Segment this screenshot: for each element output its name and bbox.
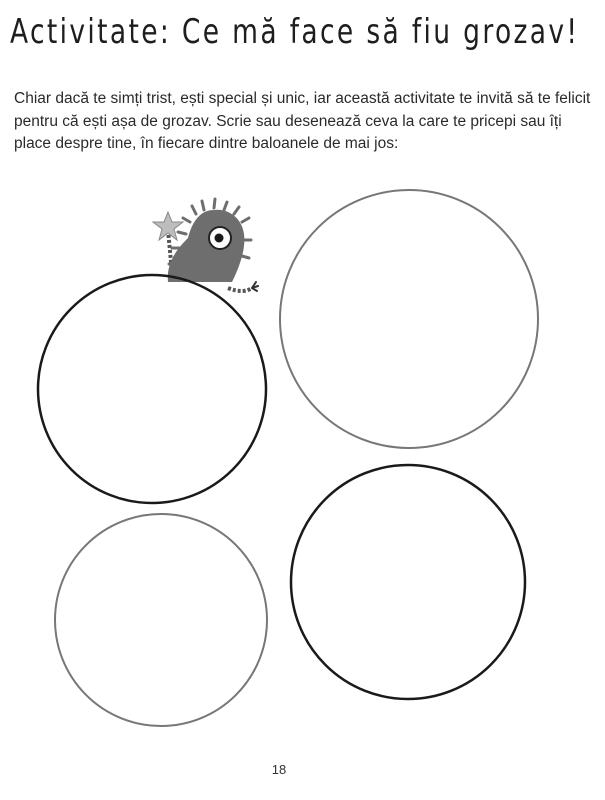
page-title: Activitate: Ce mă face să fiu grozav! bbox=[10, 12, 580, 52]
balloon-top-right[interactable] bbox=[280, 190, 538, 448]
page-number: 18 bbox=[271, 762, 287, 777]
balloon-bottom-right[interactable] bbox=[291, 465, 525, 699]
balloon-bottom-left[interactable] bbox=[55, 514, 267, 726]
instructions-text: Chiar dacă te simți trist, ești special și unic, iar această activitate te invită să te felicit pentru că ești așa de grozav. Scrie sau desenează ceva la care te pricepi sau îți place despre tine, în fiecare dintre baloanele de mai jos: bbox=[14, 90, 591, 152]
balloon-top-left[interactable] bbox=[38, 275, 266, 503]
